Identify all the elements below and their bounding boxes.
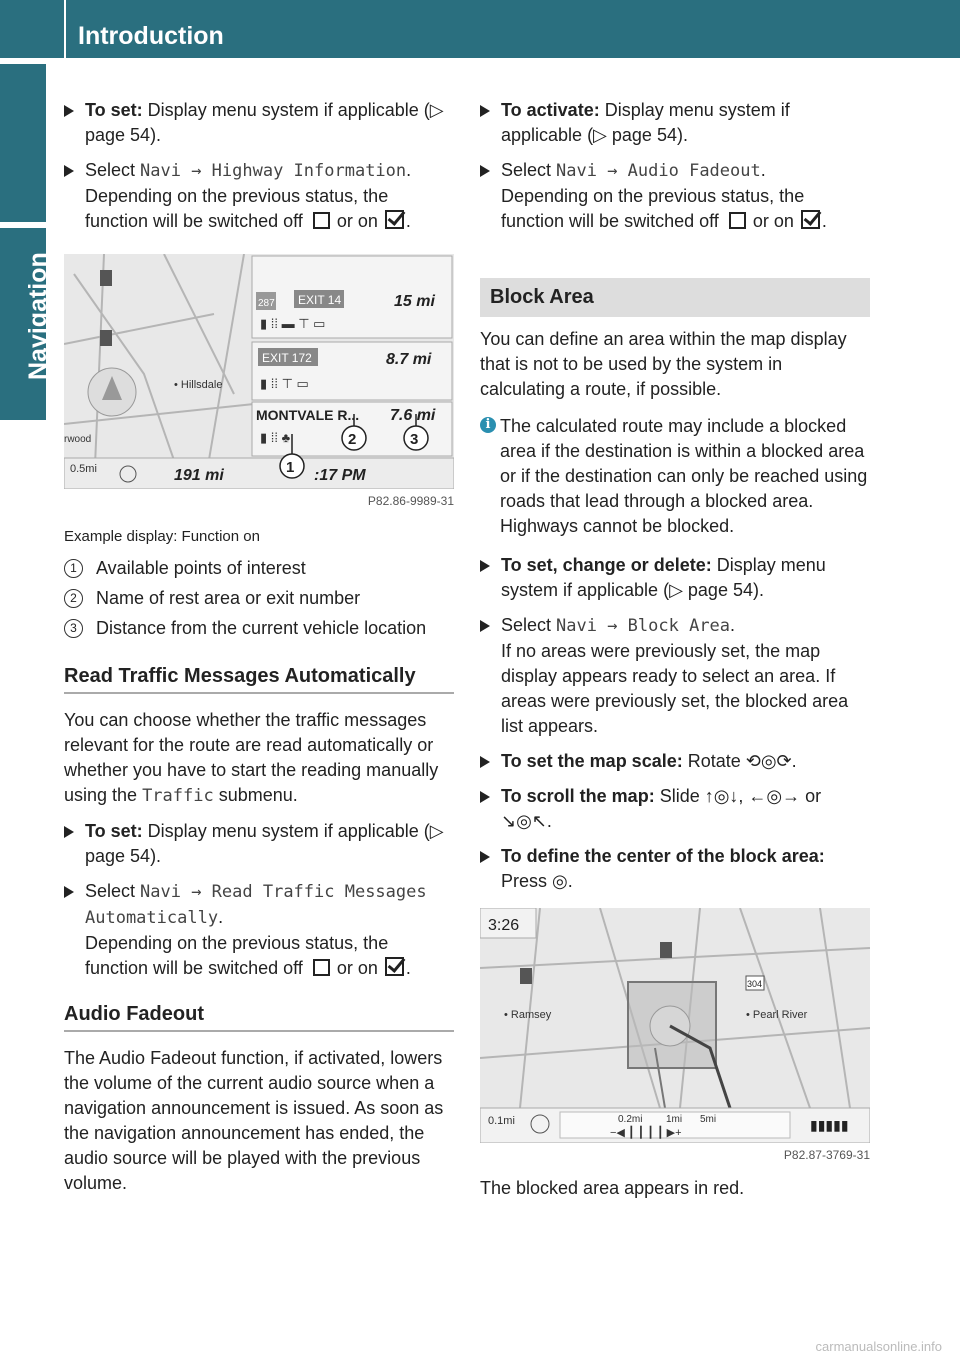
step-select-traffic bbox=[64, 879, 454, 981]
step-text: . bbox=[730, 615, 736, 635]
step-bold: To define the center of the block area: bbox=[501, 846, 825, 866]
step-arrow-icon bbox=[480, 620, 490, 632]
left-column bbox=[64, 98, 454, 1196]
step-text: Press ◎. bbox=[501, 871, 573, 891]
step-text: Select bbox=[85, 160, 141, 180]
heading-block-area: Block Area bbox=[480, 278, 870, 317]
closing-paragraph: The blocked area appears in red. bbox=[480, 1178, 745, 1198]
exit-sign-287: 287 bbox=[258, 298, 275, 309]
paragraph-text: You can choose whether the traffic messages relevant for the route are read automatically or whether you have to start the reading manually using the bbox=[64, 710, 439, 805]
step-text: . bbox=[218, 907, 224, 927]
figure-ref: P82.87-3769-31 bbox=[783, 1148, 870, 1162]
step-define-center bbox=[480, 844, 870, 894]
exit-sign-172: EXIT 172 bbox=[262, 351, 312, 365]
legend-item bbox=[64, 553, 454, 583]
distance-2: 8.7 mi bbox=[386, 351, 432, 368]
step-detail: or on bbox=[336, 211, 378, 231]
scale-step-1: 0.2mi bbox=[618, 1114, 643, 1125]
step-bold: To activate: bbox=[501, 100, 600, 120]
menu-path: Navi → Block Area bbox=[556, 616, 731, 636]
menu-path: Navi → Read Traffic Messages Automatically bbox=[85, 882, 427, 928]
step-arrow-icon bbox=[480, 756, 490, 768]
map-label-hillsdale: • Hillsdale bbox=[174, 379, 223, 391]
step-text: Display menu system if applicable (▷ page 54). bbox=[85, 100, 444, 145]
legend-number: 3 bbox=[64, 619, 83, 638]
step-text: Select bbox=[501, 615, 557, 635]
header-gap bbox=[0, 58, 960, 64]
step-to-set-traffic bbox=[64, 819, 454, 869]
step-arrow-icon bbox=[480, 105, 490, 117]
step-arrow-icon bbox=[64, 886, 74, 898]
step-select-audio bbox=[480, 158, 870, 234]
arrival-time: :17 PM bbox=[314, 467, 366, 484]
heading-audio: Audio Fadeout bbox=[64, 1003, 454, 1032]
poi-icons-2: ▮ ⁞⁞ ⊤ ▭ bbox=[260, 376, 309, 391]
block-area-screen bbox=[480, 908, 870, 1143]
highway-info-screen bbox=[64, 254, 454, 489]
checkbox-on-icon bbox=[385, 957, 404, 976]
watermark: carmanualsonline.info bbox=[815, 1339, 942, 1354]
step-set-change-delete bbox=[480, 553, 870, 603]
step-text: Rotate ⟲◎⟳. bbox=[682, 751, 797, 771]
menu-path: Navi → Highway Information bbox=[140, 161, 407, 181]
step-detail: . bbox=[405, 958, 411, 978]
section-title: Introduction bbox=[78, 22, 224, 50]
heading-traffic: Read Traffic Messages Automatically bbox=[64, 665, 454, 694]
scale-step-2: 1mi bbox=[666, 1114, 683, 1125]
step-text: . bbox=[406, 160, 412, 180]
step-bold: To set: bbox=[85, 100, 143, 120]
right-column bbox=[480, 98, 870, 1201]
step-to-set bbox=[64, 98, 454, 148]
clock: 3:26 bbox=[488, 917, 520, 934]
checkbox-off-icon bbox=[313, 212, 330, 229]
step-detail: or on bbox=[336, 958, 378, 978]
map-label-ramsey: • Ramsey bbox=[504, 1009, 552, 1021]
step-text: Slide ↑◎↓, ←◎→ or ↘◎↖. bbox=[501, 786, 822, 831]
info-icon: i bbox=[480, 417, 496, 433]
paragraph-text: submenu. bbox=[213, 785, 298, 805]
exit-sign-14: EXIT 14 bbox=[298, 293, 342, 307]
traffic-paragraph bbox=[64, 708, 454, 809]
legend-text: Available points of interest bbox=[96, 558, 306, 578]
step-bold: To scroll the map: bbox=[501, 786, 655, 806]
distance-3: 7.6 mi bbox=[390, 407, 436, 424]
step-text: Display menu system if applicable (▷ page 54). bbox=[501, 555, 826, 600]
map-scale: 0.5mi bbox=[70, 463, 97, 475]
sidebar-label: Navigation bbox=[24, 252, 52, 380]
info-note bbox=[480, 414, 870, 539]
step-scroll-map bbox=[480, 784, 870, 834]
checkbox-off-icon bbox=[729, 212, 746, 229]
step-arrow-icon bbox=[480, 851, 490, 863]
step-to-activate bbox=[480, 98, 870, 148]
menu-name: Traffic bbox=[142, 786, 214, 806]
menu-path: Navi → Audio Fadeout bbox=[556, 161, 761, 181]
step-arrow-icon bbox=[64, 165, 74, 177]
step-text: Display menu system if applicable (▷ page 54). bbox=[85, 821, 444, 866]
step-arrow-icon bbox=[64, 826, 74, 838]
route-shield: 304 bbox=[747, 979, 763, 989]
callout-1: 1 bbox=[286, 459, 295, 476]
legend-number: 1 bbox=[64, 559, 83, 578]
step-text: . bbox=[760, 160, 766, 180]
remaining-distance: 191 mi bbox=[174, 467, 224, 484]
step-detail: or on bbox=[752, 211, 794, 231]
step-arrow-icon bbox=[480, 165, 490, 177]
callout-3: 3 bbox=[410, 431, 419, 448]
signal-bars: ▮▮▮▮▮ bbox=[810, 1117, 849, 1133]
legend-number: 2 bbox=[64, 589, 83, 608]
distance-1: 15 mi bbox=[394, 293, 435, 310]
step-detail: Depending on the previous status, the function will be switched off bbox=[85, 186, 389, 231]
legend-item bbox=[64, 613, 454, 643]
step-detail: . bbox=[821, 211, 827, 231]
poi-icons-3: ▮ ⁞⁞ ♣ bbox=[260, 430, 291, 445]
step-arrow-icon bbox=[64, 105, 74, 117]
step-detail: . bbox=[405, 211, 411, 231]
step-select-block bbox=[480, 613, 870, 739]
header-bar bbox=[0, 0, 960, 58]
step-detail: Depending on the previous status, the function will be switched off bbox=[501, 186, 805, 231]
step-text: Select bbox=[85, 881, 141, 901]
step-map-scale bbox=[480, 749, 870, 774]
scale-step-3: 5mi bbox=[700, 1114, 717, 1125]
step-bold: To set the map scale: bbox=[501, 751, 683, 771]
figure-ref: P82.86-9989-31 bbox=[367, 494, 454, 508]
block-paragraph: You can define an area within the map display that is not to be used by the system in calculating a route, if possible. bbox=[480, 329, 847, 399]
step-text: Display menu system if applicable (▷ page 54). bbox=[501, 100, 790, 145]
scale-slider-icon: −◀ ┃ ┃ ┃ ┃ ▶+ bbox=[610, 1127, 682, 1139]
step-text: Select bbox=[501, 160, 557, 180]
block-area-figure bbox=[480, 908, 870, 1162]
info-text: The calculated route may include a blocked area if the destination is within a blocked area or if the destination can only be reached using roads that lead through a blocked area. Highways cannot be blocked. bbox=[500, 416, 868, 536]
highway-info-figure bbox=[64, 254, 454, 508]
checkbox-off-icon bbox=[313, 959, 330, 976]
map-label-pearl-river: • Pearl River bbox=[746, 1009, 808, 1021]
step-arrow-icon bbox=[480, 791, 490, 803]
step-arrow-icon bbox=[480, 560, 490, 572]
legend-text: Name of rest area or exit number bbox=[96, 588, 361, 608]
figure-legend bbox=[64, 553, 454, 643]
map-label-rwood: rwood bbox=[64, 434, 92, 445]
header-divider bbox=[64, 0, 66, 58]
checkbox-on-icon bbox=[385, 210, 404, 229]
map-scale: 0.1mi bbox=[488, 1115, 515, 1127]
rest-area-name: MONTVALE R... bbox=[256, 407, 360, 423]
figure-caption: Example display: Function on bbox=[64, 528, 260, 545]
legend-text: Distance from the current vehicle location bbox=[96, 618, 427, 638]
step-detail: If no areas were previously set, the map display appears ready to select an area. If areas were previously set, the blocked area list appears. bbox=[501, 641, 849, 736]
step-bold: To set: bbox=[85, 821, 143, 841]
checkbox-on-icon bbox=[801, 210, 820, 229]
step-select-highway bbox=[64, 158, 454, 234]
sidebar-gap bbox=[0, 222, 46, 228]
poi-icons-1: ▮ ⁞⁞ ▬ ⊤ ▭ bbox=[260, 316, 326, 331]
step-bold: To set, change or delete: bbox=[501, 555, 712, 575]
legend-item bbox=[64, 583, 454, 613]
audio-paragraph: The Audio Fadeout function, if activated, lowers the volume of the current audio source when a navigation announcement is issued. As soon as the navigation announcement has ended, the audio source will be played with the previous volume. bbox=[64, 1048, 444, 1193]
callout-2: 2 bbox=[348, 431, 357, 448]
step-detail: Depending on the previous status, the function will be switched off bbox=[85, 933, 389, 978]
